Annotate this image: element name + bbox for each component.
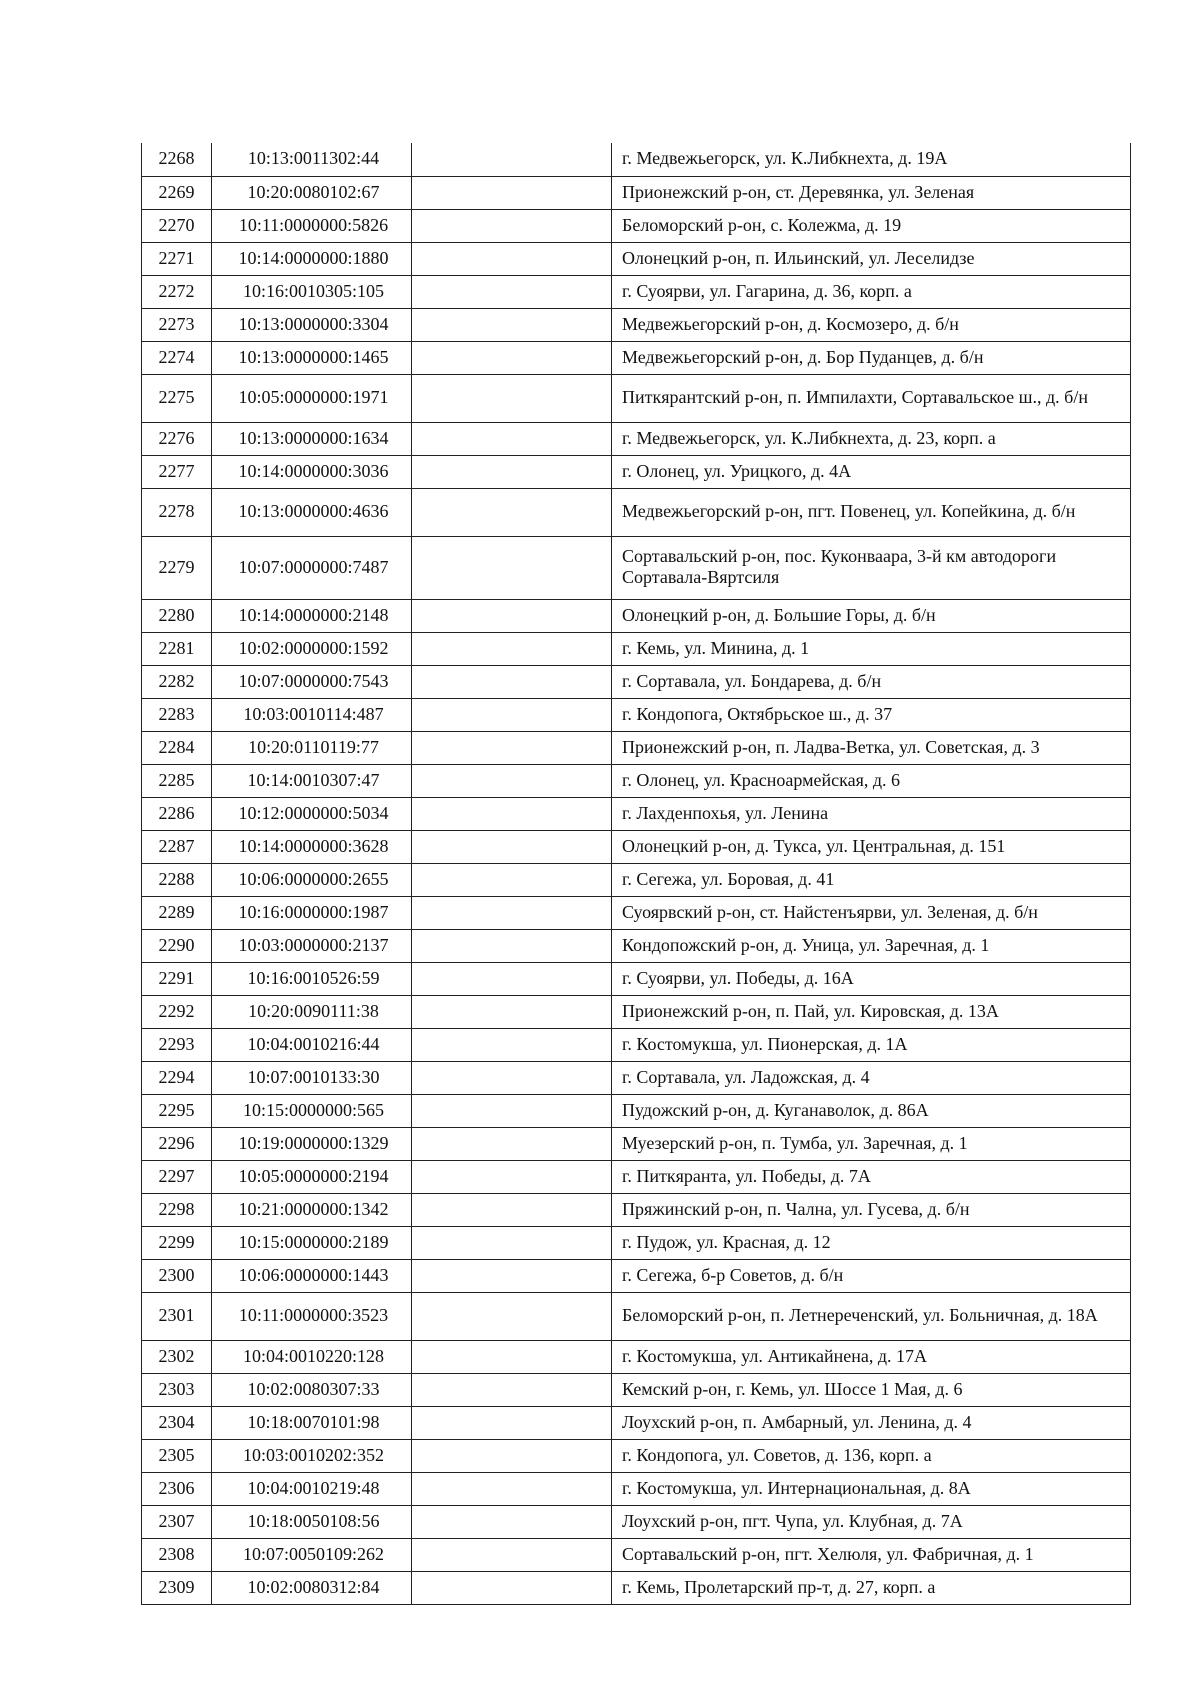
object-name-cell (412, 1538, 612, 1571)
object-name-cell (412, 1160, 612, 1193)
table-row (142, 1193, 1131, 1226)
cadastral-number-cell: 10:15:0000000:565 (212, 1094, 412, 1127)
row-number-cell: 2298 (142, 1193, 212, 1226)
row-number-cell: 2288 (142, 863, 212, 896)
object-name-cell (412, 1571, 612, 1604)
table-row (142, 1259, 1131, 1292)
address-cell: Медвежьегорский р-он, д. Бор Пуданцев, д. б/н (612, 341, 1131, 374)
row-number-cell: 2304 (142, 1406, 212, 1439)
table-row (142, 962, 1131, 995)
address-cell: г. Сегежа, ул. Боровая, д. 41 (612, 863, 1131, 896)
row-number-cell: 2291 (142, 962, 212, 995)
object-name-cell (412, 962, 612, 995)
object-name-cell (412, 1127, 612, 1160)
row-number-cell: 2296 (142, 1127, 212, 1160)
address-cell: г. Кондопога, Октябрьское ш., д. 37 (612, 698, 1131, 731)
object-name-cell (412, 764, 612, 797)
object-name-cell (412, 1226, 612, 1259)
table-row (142, 863, 1131, 896)
table-row (142, 1094, 1131, 1127)
object-name-cell (412, 797, 612, 830)
table-row (142, 599, 1131, 632)
address-cell: Питкярантский р-он, п. Импилахти, Сортавальское ш., д. б/н (612, 374, 1131, 422)
row-number-cell: 2303 (142, 1373, 212, 1406)
row-number-cell: 2300 (142, 1259, 212, 1292)
address-cell: г. Медвежьегорск, ул. К.Либкнехта, д. 23, корп. а (612, 422, 1131, 455)
cadastral-number-cell: 10:18:0050108:56 (212, 1505, 412, 1538)
object-name-cell (412, 1193, 612, 1226)
table-row (142, 1226, 1131, 1259)
object-name-cell (412, 308, 612, 341)
cadastral-number-cell: 10:03:0010114:487 (212, 698, 412, 731)
row-number-cell: 2269 (142, 176, 212, 209)
address-cell: Медвежьегорский р-он, д. Космозеро, д. б/н (612, 308, 1131, 341)
object-name-cell (412, 1292, 612, 1340)
cadastral-number-cell: 10:13:0011302:44 (212, 143, 412, 176)
table-body (142, 143, 1131, 1604)
row-number-cell: 2286 (142, 797, 212, 830)
cadastral-number-cell: 10:06:0000000:1443 (212, 1259, 412, 1292)
row-number-cell: 2280 (142, 599, 212, 632)
cadastral-number-cell: 10:13:0000000:1634 (212, 422, 412, 455)
row-number-cell: 2287 (142, 830, 212, 863)
row-number-cell: 2293 (142, 1028, 212, 1061)
address-cell: г. Суоярви, ул. Победы, д. 16А (612, 962, 1131, 995)
table-row (142, 422, 1131, 455)
object-name-cell (412, 374, 612, 422)
object-name-cell (412, 1505, 612, 1538)
cadastral-number-cell: 10:07:0010133:30 (212, 1061, 412, 1094)
address-cell: Лоухский р-он, пгт. Чупа, ул. Клубная, д. 7А (612, 1505, 1131, 1538)
cadastral-number-cell: 10:05:0000000:2194 (212, 1160, 412, 1193)
cadastral-number-cell: 10:07:0050109:262 (212, 1538, 412, 1571)
address-cell: Олонецкий р-он, п. Ильинский, ул. Леселидзе (612, 242, 1131, 275)
address-cell: Беломорский р-он, с. Колежма, д. 19 (612, 209, 1131, 242)
table-row (142, 1571, 1131, 1604)
row-number-cell: 2297 (142, 1160, 212, 1193)
address-cell: г. Кондопога, ул. Советов, д. 136, корп. а (612, 1439, 1131, 1472)
object-name-cell (412, 698, 612, 731)
object-name-cell (412, 665, 612, 698)
row-number-cell: 2308 (142, 1538, 212, 1571)
table-row (142, 455, 1131, 488)
row-number-cell: 2282 (142, 665, 212, 698)
cadastral-number-cell: 10:14:0000000:3628 (212, 830, 412, 863)
address-cell: г. Олонец, ул. Красноармейская, д. 6 (612, 764, 1131, 797)
row-number-cell: 2275 (142, 374, 212, 422)
address-cell: Прионежский р-он, ст. Деревянка, ул. Зеленая (612, 176, 1131, 209)
table-row (142, 1028, 1131, 1061)
table-row (142, 731, 1131, 764)
object-name-cell (412, 536, 612, 599)
cadastral-number-cell: 10:19:0000000:1329 (212, 1127, 412, 1160)
row-number-cell: 2271 (142, 242, 212, 275)
object-name-cell (412, 422, 612, 455)
object-name-cell (412, 209, 612, 242)
row-number-cell: 2278 (142, 488, 212, 536)
address-cell: г. Кемь, Пролетарский пр-т, д. 27, корп. а (612, 1571, 1131, 1604)
row-number-cell: 2268 (142, 143, 212, 176)
cadastral-number-cell: 10:15:0000000:2189 (212, 1226, 412, 1259)
address-cell: Олонецкий р-он, д. Тукса, ул. Центральная, д. 151 (612, 830, 1131, 863)
object-name-cell (412, 1406, 612, 1439)
cadastral-number-cell: 10:16:0010526:59 (212, 962, 412, 995)
cadastral-number-cell: 10:14:0000000:2148 (212, 599, 412, 632)
address-cell: Муезерский р-он, п. Тумба, ул. Заречная, д. 1 (612, 1127, 1131, 1160)
cadastral-number-cell: 10:20:0090111:38 (212, 995, 412, 1028)
table-row (142, 764, 1131, 797)
table-row (142, 242, 1131, 275)
table-row (142, 995, 1131, 1028)
table-row (142, 536, 1131, 599)
cadastral-number-cell: 10:04:0010216:44 (212, 1028, 412, 1061)
address-cell: Прионежский р-он, п. Ладва-Ветка, ул. Советская, д. 3 (612, 731, 1131, 764)
object-name-cell (412, 176, 612, 209)
table-row (142, 1127, 1131, 1160)
table-row (142, 1292, 1131, 1340)
table-row (142, 488, 1131, 536)
object-name-cell (412, 731, 612, 764)
table-row (142, 1160, 1131, 1193)
address-cell: Кондопожский р-он, д. Уница, ул. Заречная, д. 1 (612, 929, 1131, 962)
address-cell: г. Кемь, ул. Минина, д. 1 (612, 632, 1131, 665)
object-name-cell (412, 632, 612, 665)
address-cell: Беломорский р-он, п. Летнереченский, ул. Больничная, д. 18А (612, 1292, 1131, 1340)
address-cell: г. Медвежьегорск, ул. К.Либкнехта, д. 19А (612, 143, 1131, 176)
row-number-cell: 2294 (142, 1061, 212, 1094)
row-number-cell: 2302 (142, 1340, 212, 1373)
address-cell: Олонецкий р-он, д. Большие Горы, д. б/н (612, 599, 1131, 632)
table-row (142, 275, 1131, 308)
cadastral-number-cell: 10:02:0080307:33 (212, 1373, 412, 1406)
cadastral-number-cell: 10:02:0080312:84 (212, 1571, 412, 1604)
object-name-cell (412, 995, 612, 1028)
object-name-cell (412, 1061, 612, 1094)
table-row (142, 1406, 1131, 1439)
address-cell: г. Олонец, ул. Урицкого, д. 4А (612, 455, 1131, 488)
address-cell: г. Питкяранта, ул. Победы, д. 7А (612, 1160, 1131, 1193)
row-number-cell: 2301 (142, 1292, 212, 1340)
cadastral-number-cell: 10:04:0010220:128 (212, 1340, 412, 1373)
row-number-cell: 2284 (142, 731, 212, 764)
table-row (142, 1061, 1131, 1094)
cadastral-number-cell: 10:16:0010305:105 (212, 275, 412, 308)
table-row (142, 308, 1131, 341)
row-number-cell: 2292 (142, 995, 212, 1028)
address-cell: Кемский р-он, г. Кемь, ул. Шоссе 1 Мая, д. 6 (612, 1373, 1131, 1406)
address-cell: г. Костомукша, ул. Антикайнена, д. 17А (612, 1340, 1131, 1373)
table-row (142, 896, 1131, 929)
row-number-cell: 2281 (142, 632, 212, 665)
cadastral-number-cell: 10:02:0000000:1592 (212, 632, 412, 665)
row-number-cell: 2276 (142, 422, 212, 455)
object-name-cell (412, 242, 612, 275)
cadastral-number-cell: 10:06:0000000:2655 (212, 863, 412, 896)
address-cell: г. Лахденпохья, ул. Ленина (612, 797, 1131, 830)
cadastral-number-cell: 10:20:0110119:77 (212, 731, 412, 764)
address-cell: г. Сегежа, б-р Советов, д. б/н (612, 1259, 1131, 1292)
table-row (142, 1505, 1131, 1538)
cadastral-number-cell: 10:03:0000000:2137 (212, 929, 412, 962)
row-number-cell: 2283 (142, 698, 212, 731)
object-name-cell (412, 455, 612, 488)
object-name-cell (412, 1259, 612, 1292)
address-cell: Лоухский р-он, п. Амбарный, ул. Ленина, д. 4 (612, 1406, 1131, 1439)
address-cell: Сортавальский р-он, пгт. Хелюля, ул. Фабричная, д. 1 (612, 1538, 1131, 1571)
row-number-cell: 2305 (142, 1439, 212, 1472)
table-row (142, 176, 1131, 209)
table-row (142, 632, 1131, 665)
table-row (142, 143, 1131, 176)
cadastral-number-cell: 10:14:0000000:3036 (212, 455, 412, 488)
object-name-cell (412, 1094, 612, 1127)
address-cell: Сортавальский р-он, пос. Куконваара, 3-й км автодороги Сортавала-Вяртсиля (612, 536, 1131, 599)
object-name-cell (412, 143, 612, 176)
address-cell: Суоярвский р-он, ст. Найстенъярви, ул. Зеленая, д. б/н (612, 896, 1131, 929)
address-cell: г. Костомукша, ул. Пионерская, д. 1А (612, 1028, 1131, 1061)
table-row (142, 698, 1131, 731)
table-row (142, 374, 1131, 422)
row-number-cell: 2273 (142, 308, 212, 341)
address-cell: г. Костомукша, ул. Интернациональная, д. 8А (612, 1472, 1131, 1505)
cadastral-number-cell: 10:11:0000000:3523 (212, 1292, 412, 1340)
row-number-cell: 2277 (142, 455, 212, 488)
cadastral-number-cell: 10:13:0000000:1465 (212, 341, 412, 374)
object-name-cell (412, 341, 612, 374)
cadastral-number-cell: 10:20:0080102:67 (212, 176, 412, 209)
table-row (142, 1439, 1131, 1472)
address-cell: Пряжинский р-он, п. Чална, ул. Гусева, д. б/н (612, 1193, 1131, 1226)
cadastral-number-cell: 10:05:0000000:1971 (212, 374, 412, 422)
table-row (142, 1373, 1131, 1406)
row-number-cell: 2270 (142, 209, 212, 242)
table-row (142, 1538, 1131, 1571)
cadastral-number-cell: 10:13:0000000:4636 (212, 488, 412, 536)
cadastral-number-cell: 10:14:0010307:47 (212, 764, 412, 797)
object-name-cell (412, 1373, 612, 1406)
row-number-cell: 2299 (142, 1226, 212, 1259)
cadastral-number-cell: 10:04:0010219:48 (212, 1472, 412, 1505)
address-cell: Пудожский р-он, д. Куганаволок, д. 86А (612, 1094, 1131, 1127)
object-name-cell (412, 1439, 612, 1472)
cadastral-number-cell: 10:11:0000000:5826 (212, 209, 412, 242)
cadastral-number-cell: 10:13:0000000:3304 (212, 308, 412, 341)
cadastral-number-cell: 10:18:0070101:98 (212, 1406, 412, 1439)
table-row (142, 209, 1131, 242)
address-cell: Медвежьегорский р-он, пгт. Повенец, ул. Копейкина, д. б/н (612, 488, 1131, 536)
cadastral-number-cell: 10:14:0000000:1880 (212, 242, 412, 275)
row-number-cell: 2279 (142, 536, 212, 599)
object-name-cell (412, 1340, 612, 1373)
object-name-cell (412, 896, 612, 929)
table-row (142, 1340, 1131, 1373)
row-number-cell: 2289 (142, 896, 212, 929)
table-row (142, 830, 1131, 863)
address-cell: г. Сортавала, ул. Бондарева, д. б/н (612, 665, 1131, 698)
cadastral-number-cell: 10:07:0000000:7487 (212, 536, 412, 599)
table-row (142, 797, 1131, 830)
table-row (142, 341, 1131, 374)
cadastral-number-cell: 10:16:0000000:1987 (212, 896, 412, 929)
address-cell: г. Суоярви, ул. Гагарина, д. 36, корп. а (612, 275, 1131, 308)
cadastral-number-cell: 10:03:0010202:352 (212, 1439, 412, 1472)
object-name-cell (412, 830, 612, 863)
row-number-cell: 2309 (142, 1571, 212, 1604)
address-cell: г. Сортавала, ул. Ладожская, д. 4 (612, 1061, 1131, 1094)
property-table (141, 143, 1131, 1605)
table-row (142, 665, 1131, 698)
row-number-cell: 2307 (142, 1505, 212, 1538)
object-name-cell (412, 275, 612, 308)
row-number-cell: 2306 (142, 1472, 212, 1505)
object-name-cell (412, 1472, 612, 1505)
cadastral-number-cell: 10:21:0000000:1342 (212, 1193, 412, 1226)
object-name-cell (412, 1028, 612, 1061)
table-row (142, 929, 1131, 962)
address-cell: Прионежский р-он, п. Пай, ул. Кировская, д. 13А (612, 995, 1131, 1028)
object-name-cell (412, 863, 612, 896)
row-number-cell: 2274 (142, 341, 212, 374)
row-number-cell: 2290 (142, 929, 212, 962)
cadastral-number-cell: 10:12:0000000:5034 (212, 797, 412, 830)
address-cell: г. Пудож, ул. Красная, д. 12 (612, 1226, 1131, 1259)
cadastral-number-cell: 10:07:0000000:7543 (212, 665, 412, 698)
object-name-cell (412, 599, 612, 632)
row-number-cell: 2285 (142, 764, 212, 797)
row-number-cell: 2295 (142, 1094, 212, 1127)
object-name-cell (412, 488, 612, 536)
table-row (142, 1472, 1131, 1505)
row-number-cell: 2272 (142, 275, 212, 308)
object-name-cell (412, 929, 612, 962)
